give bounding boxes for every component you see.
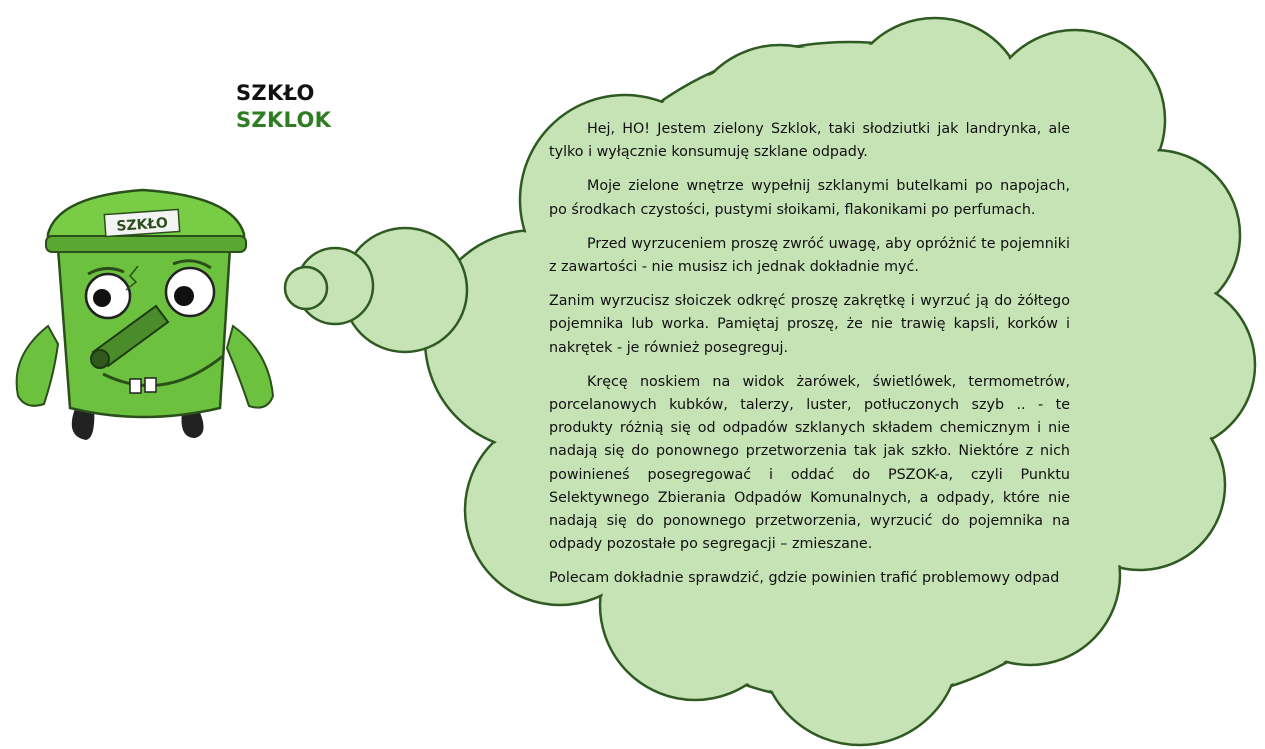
paragraph-1: Hej, HO! Jestem zielony Szklok, taki słodziutki jak landrynka, ale tylko i wyłącznie konsumuję szklane odpady. xyxy=(549,121,1070,161)
bin-mascot-illustration xyxy=(8,176,283,446)
title-line-1: SZKŁO xyxy=(236,81,315,105)
bin-label-text: SZKŁO xyxy=(115,215,169,235)
bubble-text xyxy=(549,118,1070,598)
title-line-2: SZKLOK xyxy=(236,108,332,132)
paragraph-2: Moje zielone wnętrze wypełnij szklanymi butelkami po napojach, po środkach czystości, pustymi słoikami, flakonikami po perfumach. xyxy=(549,178,1070,218)
heading xyxy=(236,80,331,134)
paragraph-4: Zanim wyrzucisz słoiczek odkręć proszę zakrętkę i wyrzuć ją do żółtego pojemnika lub worka. Pamiętaj proszę, że nie trawię kapsli, korków i nakrętek - je również posegreguj. xyxy=(549,293,1070,356)
paragraph-5: Kręcę noskiem na widok żarówek, świetlówek, termometrów, porcelanowych kubków, talerzy, luster, potłuczonych szyb .. - te produkty różnią się od odpadów szklanych składem chemicznym i nie nadają się do ponownego przetworzenia tak jak szkło. Niektóre z nich powinieneś posegregować i oddać do PSZOK-a, czyli Punktu Selektywnego Zbierania Odpadów Komunalnych, a odpady, które nie nadają się do ponownego przetworzenia, wyrzucić do pojemnika na odpady pozostałe po segregacji – zmieszane. xyxy=(549,373,1070,553)
paragraph-3: Przed wyrzuceniem proszę zwróć uwagę, aby opróżnić te pojemniki z zawartości - nie musisz ich jednak dokładnie myć. xyxy=(549,235,1070,276)
paragraph-6: Polecam dokładnie sprawdzić, gdzie powinien trafić problemowy odpad xyxy=(549,570,1060,587)
